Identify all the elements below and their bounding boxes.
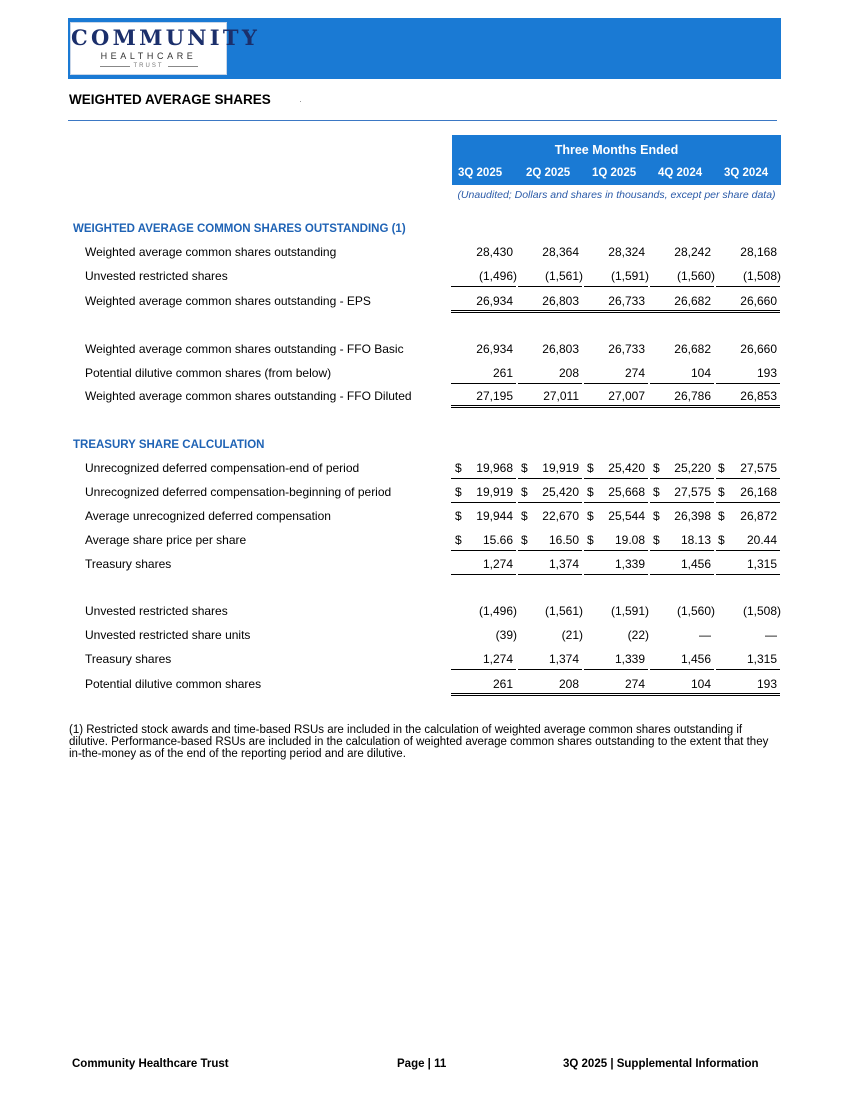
currency-symbol: $: [718, 461, 725, 475]
row-value: 208: [558, 677, 579, 691]
row-value: (22): [627, 628, 649, 642]
row-value: 26,682: [674, 294, 711, 308]
currency-symbol: $: [455, 485, 462, 499]
row-value: (1,508): [742, 604, 781, 618]
row-value: 274: [624, 366, 645, 380]
row-value: 19,968: [476, 461, 513, 475]
row-value: 28,324: [608, 245, 645, 259]
row-label: Unrecognized deferred compensation-beginning of period: [85, 485, 392, 499]
underline: [584, 669, 648, 670]
row-value: —: [699, 628, 711, 642]
row-value: 26,398: [674, 509, 711, 523]
currency-symbol: $: [587, 485, 594, 499]
row-value: 274: [624, 677, 645, 691]
row-value: 1,339: [614, 557, 645, 571]
footer-report-title: 3Q 2025 | Supplemental Information: [563, 1058, 759, 1070]
row-value: (1,560): [676, 604, 715, 618]
row-value: 26,786: [674, 389, 711, 403]
section-heading-weighted-average: WEIGHTED AVERAGE COMMON SHARES OUTSTANDING (1): [73, 223, 406, 235]
row-value: 22,670: [542, 509, 579, 523]
column-header: 1Q 2025: [592, 167, 637, 179]
row-value: 28,364: [542, 245, 579, 259]
currency-symbol: $: [521, 485, 528, 499]
currency-symbol: $: [587, 461, 594, 475]
row-value: (39): [495, 628, 517, 642]
row-value: (1,496): [478, 604, 517, 618]
underline: [650, 286, 714, 287]
row-value: 26,733: [608, 342, 645, 356]
currency-symbol: $: [521, 509, 528, 523]
row-value: 20.44: [746, 533, 777, 547]
row-label: Treasury shares: [85, 652, 172, 666]
row-label: Treasury shares: [85, 557, 172, 571]
row-label: Unvested restricted shares: [85, 269, 228, 283]
row-value: 25,420: [542, 485, 579, 499]
double-underline: [451, 693, 780, 696]
row-value: (1,561): [544, 604, 583, 618]
row-value: 28,242: [674, 245, 711, 259]
currency-symbol: $: [653, 485, 660, 499]
row-value: 27,195: [476, 389, 513, 403]
row-value: 1,456: [680, 652, 711, 666]
row-value: 28,430: [476, 245, 513, 259]
underline: [451, 383, 516, 384]
underline: [518, 669, 582, 670]
row-label: Unrecognized deferred compensation-end of period: [85, 461, 360, 475]
column-header: 3Q 2025: [458, 167, 503, 179]
row-value: 1,374: [548, 652, 579, 666]
row-value: 16.50: [548, 533, 579, 547]
row-value: 26,853: [740, 389, 777, 403]
row-value: 25,420: [608, 461, 645, 475]
row-label: Unvested restricted shares: [85, 604, 228, 618]
table-header: [452, 135, 781, 185]
row-label: Potential dilutive common shares (from below): [85, 366, 332, 380]
underline: [716, 286, 780, 287]
row-label: Average share price per share: [85, 533, 247, 547]
row-value: 25,668: [608, 485, 645, 499]
row-value: 26,168: [740, 485, 777, 499]
row-value: 25,220: [674, 461, 711, 475]
company-logo: [70, 22, 261, 75]
row-value: (1,508): [742, 269, 781, 283]
currency-symbol: $: [587, 533, 594, 547]
underline: [518, 383, 582, 384]
currency-symbol: $: [521, 461, 528, 475]
currency-symbol: $: [718, 485, 725, 499]
three-months-ended-label: Three Months Ended: [554, 143, 679, 157]
row-value: 1,456: [680, 557, 711, 571]
underline: [716, 550, 780, 551]
row-value: 193: [756, 366, 777, 380]
currency-symbol: $: [455, 509, 462, 523]
row-value: 261: [492, 366, 513, 380]
row-value: 1,274: [482, 652, 513, 666]
underline: [716, 574, 780, 575]
underline: [584, 383, 648, 384]
underline: [584, 550, 648, 551]
row-value: 26,660: [740, 294, 777, 308]
row-value: 27,575: [740, 461, 777, 475]
row-label: Weighted average common shares outstanding - FFO Diluted: [85, 389, 412, 403]
underline: [584, 574, 648, 575]
currency-symbol: $: [653, 509, 660, 523]
row-value: 261: [492, 677, 513, 691]
row-value: 1,315: [746, 557, 777, 571]
row-value: —: [765, 628, 777, 642]
underline: [451, 550, 516, 551]
row-value: 18.13: [680, 533, 711, 547]
column-header: 4Q 2024: [658, 167, 703, 179]
row-value: 208: [558, 366, 579, 380]
underline: [716, 669, 780, 670]
page-title: WEIGHTED AVERAGE SHARES: [69, 92, 271, 107]
logo-main-text: COMMUNITY: [71, 25, 261, 50]
row-label: Potential dilutive common shares: [85, 677, 262, 691]
currency-symbol: $: [718, 533, 725, 547]
row-value: 193: [756, 677, 777, 691]
currency-symbol: $: [653, 461, 660, 475]
underline: [451, 478, 516, 479]
row-value: 19,919: [476, 485, 513, 499]
underline: [650, 550, 714, 551]
underline: [584, 502, 648, 503]
currency-symbol: $: [455, 461, 462, 475]
row-value: 104: [690, 366, 711, 380]
row-value: 26,733: [608, 294, 645, 308]
row-value: 1,315: [746, 652, 777, 666]
underline: [716, 478, 780, 479]
row-value: 26,872: [740, 509, 777, 523]
underline: [518, 574, 582, 575]
row-value: 26,660: [740, 342, 777, 356]
currency-symbol: $: [653, 533, 660, 547]
row-value: 26,803: [542, 342, 579, 356]
underline: [716, 502, 780, 503]
row-value: 26,803: [542, 294, 579, 308]
row-value: 27,575: [674, 485, 711, 499]
currency-symbol: $: [718, 509, 725, 523]
underline: [716, 383, 780, 384]
footnote: (1) Restricted stock awards and time-based RSUs are included in the calculation of weighted average common shares outstanding if dilutive. Performance-based RSUs are included in the calculation of weighted average common shares outstanding to the extent that they in-the-money as of the end of the reporting period and are dilutive.: [69, 724, 769, 760]
row-label: Average unrecognized deferred compensation: [85, 509, 331, 523]
row-value: 19,919: [542, 461, 579, 475]
row-value: 26,682: [674, 342, 711, 356]
row-value: 1,374: [548, 557, 579, 571]
column-header: 3Q 2024: [724, 167, 769, 179]
footer-page-number: Page | 11: [397, 1058, 447, 1070]
underline: [584, 286, 648, 287]
underline: [518, 478, 582, 479]
row-value: 15.66: [482, 533, 513, 547]
double-underline: [451, 405, 780, 408]
underline: [518, 286, 582, 287]
underline: [650, 478, 714, 479]
row-value: 19,944: [476, 509, 513, 523]
underline: [451, 669, 516, 670]
row-value: (1,560): [676, 269, 715, 283]
row-value: 1,274: [482, 557, 513, 571]
logo-sub2-text: TRUST: [133, 63, 164, 69]
underline: [650, 383, 714, 384]
row-value: (21): [561, 628, 583, 642]
underline: [584, 478, 648, 479]
row-value: 25,544: [608, 509, 645, 523]
underline: [518, 502, 582, 503]
title-rule: [68, 120, 777, 121]
row-label: Weighted average common shares outstanding: [85, 245, 337, 259]
row-label: Weighted average common shares outstanding - EPS: [85, 294, 371, 308]
row-value: 28,168: [740, 245, 777, 259]
row-label: Unvested restricted share units: [85, 628, 251, 642]
units-note: (Unaudited; Dollars and shares in thousands, except per share data): [457, 189, 776, 201]
row-value: (1,496): [478, 269, 517, 283]
underline: [650, 574, 714, 575]
underline: [451, 574, 516, 575]
double-underline: [451, 310, 780, 313]
underline: [650, 502, 714, 503]
row-value: (1,561): [544, 269, 583, 283]
row-value: 27,011: [543, 389, 579, 403]
column-header: 2Q 2025: [526, 167, 571, 179]
row-label: Weighted average common shares outstanding - FFO Basic: [85, 342, 404, 356]
section-heading-treasury: TREASURY SHARE CALCULATION: [73, 439, 265, 451]
underline: [650, 669, 714, 670]
row-value: (1,591): [610, 269, 649, 283]
logo-sub-text: HEALTHCARE: [100, 51, 197, 61]
underline: [451, 502, 516, 503]
currency-symbol: $: [521, 533, 528, 547]
row-value: 1,339: [614, 652, 645, 666]
underline: [451, 286, 516, 287]
footer-company: Community Healthcare Trust: [72, 1058, 229, 1070]
row-value: (1,591): [610, 604, 649, 618]
underline: [518, 550, 582, 551]
row-value: 26,934: [476, 342, 513, 356]
currency-symbol: $: [587, 509, 594, 523]
currency-symbol: $: [455, 533, 462, 547]
row-value: 27,007: [608, 389, 645, 403]
row-value: 26,934: [476, 294, 513, 308]
title-dot: [300, 101, 301, 102]
row-value: 19.08: [614, 533, 645, 547]
row-value: 104: [690, 677, 711, 691]
